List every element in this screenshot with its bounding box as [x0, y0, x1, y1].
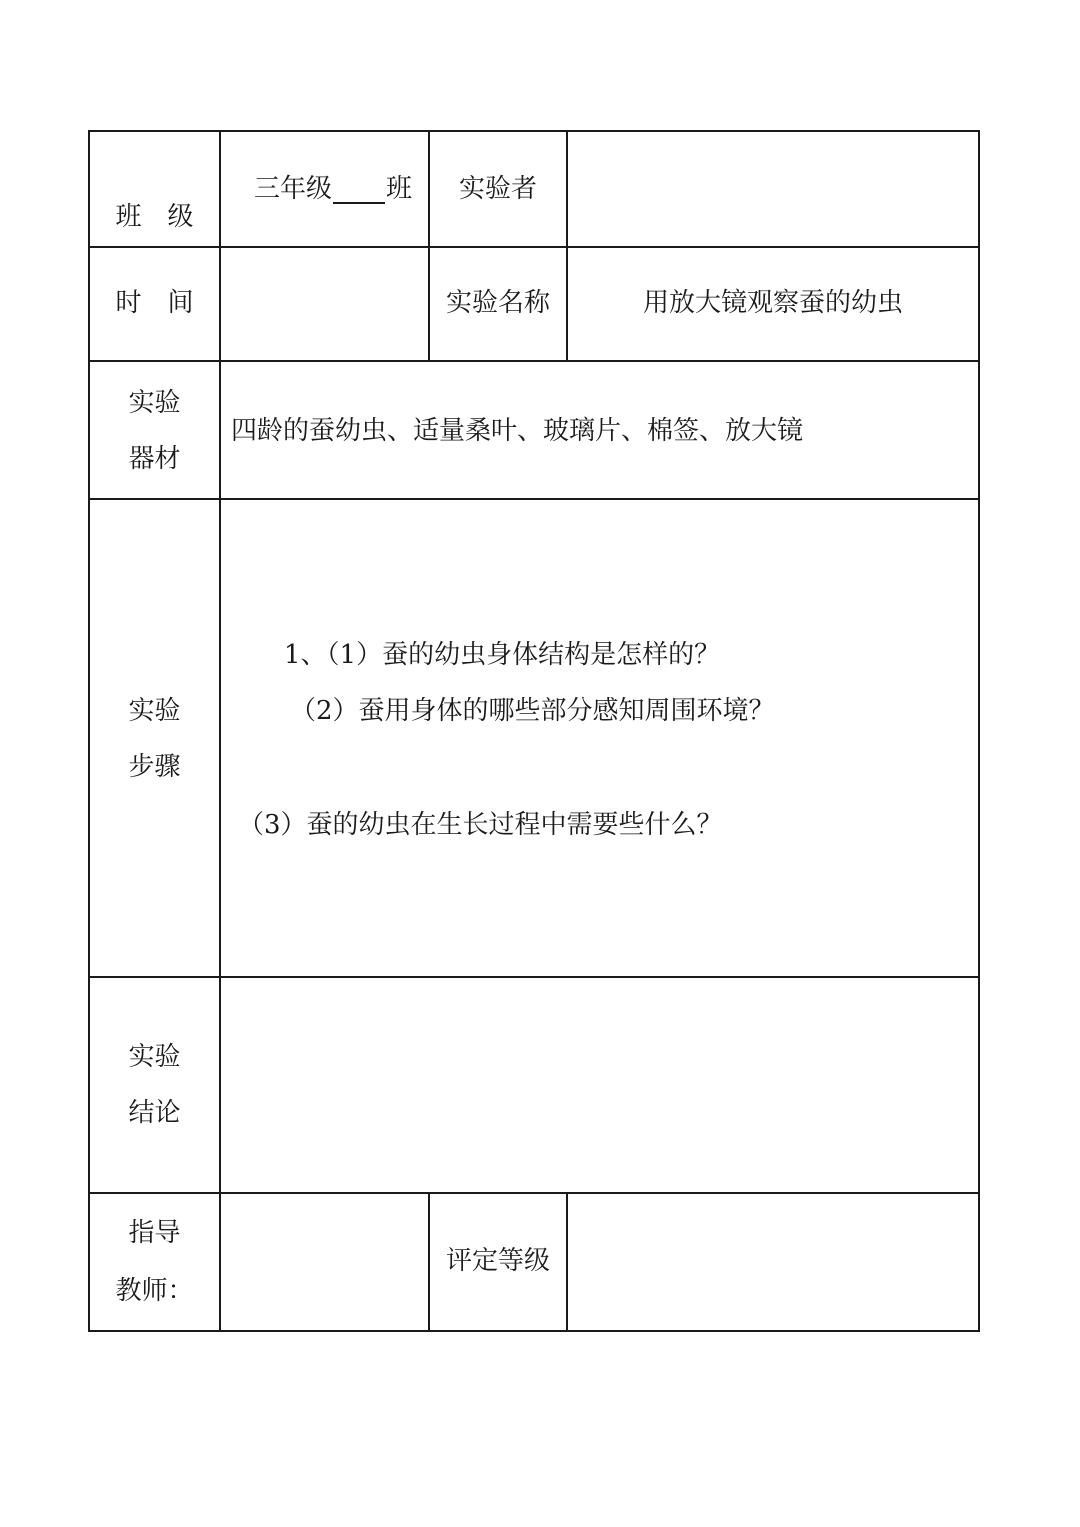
- steps-label-line-2: 步骤: [128, 752, 181, 782]
- border-bottom: [88, 1330, 980, 1332]
- class-value: [254, 174, 412, 204]
- value-column-divider-upper: [566, 130, 568, 362]
- row-divider-1: [88, 246, 980, 248]
- row-divider-5: [88, 1192, 980, 1194]
- step-question-2: （2）蚕用身体的哪些部分感知周围环境？: [290, 696, 775, 726]
- materials-value: 四龄的蚕幼虫、适量桑叶、玻璃片、棉签、放大镜: [231, 416, 804, 446]
- step-question-1: 1、（1）蚕的幼虫身体结构是怎样的？: [284, 640, 721, 670]
- experiment-name-label: 实验名称: [445, 288, 550, 318]
- grade-label: 评定等级: [445, 1246, 550, 1276]
- experimenter-label: 实验者: [458, 174, 537, 204]
- row-divider-4: [88, 976, 980, 978]
- grade-field[interactable]: [568, 1246, 978, 1276]
- time-field[interactable]: [221, 288, 428, 318]
- conclusion-field[interactable]: [221, 1070, 978, 1100]
- materials-label-line-2: 器材: [128, 444, 181, 474]
- experiment-record-form: [88, 130, 980, 1332]
- class-suffix: 班: [386, 174, 413, 204]
- border-right: [978, 130, 980, 1332]
- conclusion-label-line-2: 结论: [128, 1098, 181, 1128]
- experimenter-field[interactable]: [568, 174, 978, 204]
- teacher-label-line-2: 教师：: [115, 1276, 194, 1306]
- border-top: [88, 130, 980, 132]
- conclusion-label-line-1: 实验: [128, 1042, 181, 1072]
- middle-column-divider-upper: [428, 130, 430, 362]
- materials-label-line-1: 实验: [128, 388, 181, 418]
- steps-label-line-1: 实验: [128, 696, 181, 726]
- class-number-blank[interactable]: [333, 178, 385, 204]
- row-divider-2: [88, 360, 980, 362]
- experiment-name-value: 用放大镜观察蚕的幼虫: [642, 288, 903, 318]
- class-prefix: 三年级: [254, 174, 333, 204]
- class-label: 班 级: [115, 202, 194, 232]
- teacher-label-line-1: 指导: [128, 1218, 181, 1248]
- time-label: 时 间: [115, 288, 194, 318]
- teacher-field[interactable]: [221, 1246, 428, 1276]
- row-divider-3: [88, 498, 980, 500]
- step-question-3: （3）蚕的幼虫在生长过程中需要些什么？: [238, 810, 723, 840]
